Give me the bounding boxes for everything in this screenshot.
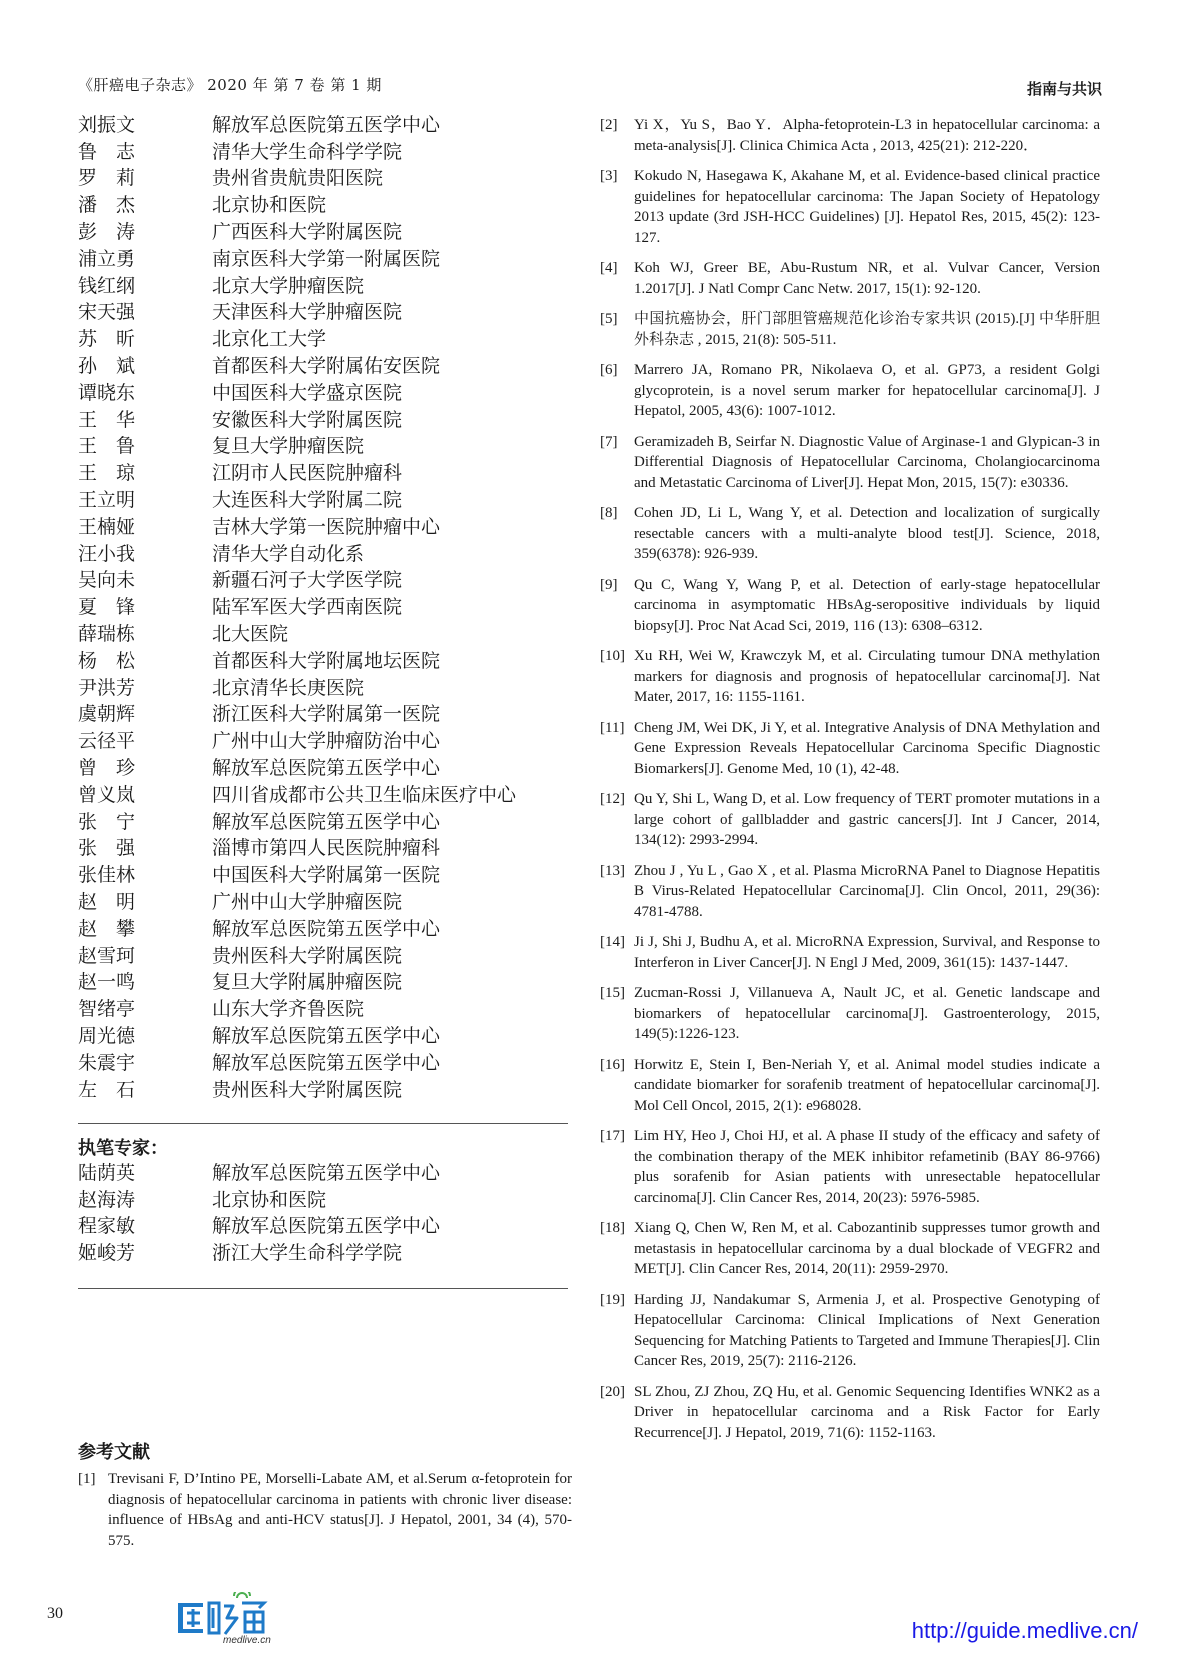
- author-institution: 解放军总医院第五医学中心: [212, 1215, 441, 1238]
- expert-institution: 解放军总医院第五医学中心: [212, 113, 441, 136]
- reference-number: [7]: [600, 433, 618, 450]
- expert-institution: 江阴市人民医院肿瘤科: [212, 462, 403, 485]
- expert-institution: 浙江医科大学附属第一医院: [212, 703, 441, 726]
- expert-row: [78, 648, 568, 675]
- reference-item: [600, 1218, 1100, 1280]
- expert-row: [78, 782, 568, 809]
- reference-text: Xiang Q, Chen W, Ren M, et al. Cabozantinib suppresses tumor growth and metastasis in hepatocellular carcinoma by a dual blockade of VEGFR2 and MET[J]. Clin Cancer Res, 2014, 20(11): 2959-2970.: [634, 1220, 1100, 1277]
- expert-row: [78, 594, 568, 621]
- expert-row: [78, 514, 568, 541]
- expert-row: [78, 460, 568, 487]
- expert-name: 王立明: [78, 489, 136, 512]
- expert-name: 彭 涛: [78, 221, 136, 244]
- expert-name: 孙 斌: [78, 355, 136, 378]
- expert-row: [78, 541, 568, 568]
- expert-row: [78, 755, 568, 782]
- expert-institution: 天津医科大学肿瘤医院: [212, 301, 403, 324]
- author-institution: 浙江大学生命科学学院: [212, 1242, 403, 1265]
- reference-item: [600, 861, 1100, 923]
- expert-row: [78, 139, 568, 166]
- reference-number: [5]: [600, 311, 618, 327]
- expert-name: 汪小我: [78, 542, 136, 565]
- reference-number: [17]: [600, 1128, 625, 1144]
- expert-name: 尹洪芳: [78, 676, 136, 699]
- expert-name: 浦立勇: [78, 247, 136, 270]
- expert-name: 薛瑞栋: [78, 623, 136, 646]
- expert-row: [78, 1077, 568, 1104]
- reference-text: Cheng JM, Wei DK, Ji Y, et al. Integrative Analysis of DNA Methylation and Gene Expression Reveals Hepatocellular Carcinoma Specific Diagnostic Biomarkers[J]. Genome Med, 10 (1), 42-48.: [634, 719, 1100, 777]
- author-institution: 北京协和医院: [212, 1188, 327, 1211]
- reference-text: Geramizadeh B, Seirfar N. Diagnostic Value of Arginase-1 and Glypican-3 in Differential Diagnosis of Hepatocellular Carcinoma, Cholangiocarcinoma and Metastatic Carcinoma of Liver[J]. Hepat Mon, 2015, 15(7): e30336.: [634, 433, 1100, 491]
- reference-number: [15]: [600, 985, 625, 1001]
- expert-row: [78, 487, 568, 514]
- reference-text: Zhou J , Yu L , Gao X , et al. Plasma MicroRNA Panel to Diagnose Hepatitis B Virus-Related Hepatocellular Carcinoma[J]. Clin Oncol, 2011, 29(36): 4781-4788.: [634, 862, 1100, 920]
- expert-row: [78, 1050, 568, 1077]
- expert-institution: 广州中山大学肿瘤医院: [212, 891, 403, 913]
- expert-institution: 山东大学齐鲁医院: [212, 998, 365, 1021]
- author-row: [78, 1160, 568, 1187]
- expert-institution: 新疆石河子大学医学院: [212, 569, 403, 592]
- expert-name: 曾 珍: [78, 757, 136, 780]
- expert-row: [78, 996, 568, 1023]
- footer-url-link[interactable]: http://guide.medlive.cn/: [911, 1618, 1138, 1643]
- reference-number: [14]: [600, 934, 625, 950]
- reference-item: [600, 360, 1100, 422]
- author-row: [78, 1240, 568, 1267]
- reference-number: [6]: [600, 362, 618, 378]
- expert-name: 宋天强: [78, 301, 136, 324]
- expert-institution: 贵州医科大学附属医院: [212, 1078, 403, 1101]
- expert-row: [78, 568, 568, 595]
- reference-text: Marrero JA, Romano PR, Nikolaeva O, et al. GP73, a resident Golgi glycoprotein, is a novel serum marker for hepatocellular carcinoma[J]. J Hepatol, 2005, 43(6): 1007-1012.: [634, 362, 1100, 419]
- reference-number: [19]: [600, 1291, 625, 1308]
- expert-institution: 四川省成都市公共卫生临床医疗中心: [212, 783, 517, 806]
- expert-institution: 北大医院: [212, 623, 289, 646]
- reference-item: [600, 646, 1100, 708]
- expert-institution: 北京协和医院: [212, 194, 327, 217]
- reference-item: [600, 258, 1100, 299]
- expert-row: [78, 273, 568, 300]
- expert-row: [78, 889, 568, 916]
- reference-text: Zucman-Rossi J, Villanueva A, Nault JC, et al. Genetic landscape and biomarkers of hepatocellular carcinoma[J]. Gastroenterology, 2015, 149(5):1226-123.: [634, 985, 1100, 1042]
- expert-institution: 中国医科大学盛京医院: [212, 381, 403, 404]
- reference-text: Xu RH, Wei W, Krawczyk M, et al. Circulating tumour DNA methylation markers for diagnosis and prognosis of hepatocellular carcinoma[J]. Nat Mater, 2017, 16: 1155-1161.: [634, 648, 1100, 705]
- reference-item: [78, 1469, 572, 1551]
- reference-number: [16]: [600, 1056, 625, 1073]
- reference-item: [600, 789, 1100, 851]
- divider: [78, 1288, 568, 1289]
- reference-number: [9]: [600, 576, 618, 593]
- reference-item: [600, 166, 1100, 248]
- expert-row: [78, 1023, 568, 1050]
- reference-text: SL Zhou, ZJ Zhou, ZQ Hu, et al. Genomic Sequencing Identifies WNK2 as a Driver in hepatocellular carcinoma and a Risk Factor for Early Recurrence[J]. J Hepatol, 2019, 71(6): 1152-1163.: [634, 1383, 1100, 1441]
- expert-institution: 首都医科大学附属佑安医院: [212, 355, 441, 378]
- expert-institution: 北京清华长庚医院: [212, 676, 365, 699]
- expert-name: 王楠娅: [78, 515, 136, 538]
- reference-text: Trevisani F, D’Intino PE, Morselli-Labate AM, et al.Serum α-fetoprotein for diagnosis of hepatocellular carcinoma in patients with chronic liver disease: influence of HBsAg and anti-HCV status[J]. J Hepatol, 2001, 34 (4), 570-575.: [108, 1471, 572, 1549]
- expert-row: [78, 702, 568, 729]
- expert-row: [78, 326, 568, 353]
- expert-name: 赵 明: [78, 891, 136, 913]
- reference-text: Ji J, Shi J, Budhu A, et al. MicroRNA Expression, Survival, and Response to Interferon in Liver Cancer[J]. N Engl J Med, 2009, 361(15): 1437-1447.: [634, 934, 1100, 971]
- expert-institution: 解放军总医院第五医学中心: [212, 1051, 441, 1074]
- reference-item: [600, 1290, 1100, 1372]
- expert-institution: 广西医科大学附属医院: [212, 221, 403, 244]
- medlive-logo[interactable]: [175, 1592, 290, 1644]
- expert-name: 张佳林: [78, 864, 136, 887]
- expert-institution: 解放军总医院第五医学中心: [212, 810, 441, 833]
- reference-number: [3]: [600, 168, 618, 184]
- expert-institution: 解放军总医院第五医学中心: [212, 757, 441, 780]
- reference-text: 中国抗癌协会，肝门部胆管癌规范化诊治专家共识 (2015).[J] 中华肝胆外科杂志 , 2015, 21(8): 505-511.: [634, 311, 1100, 348]
- expert-name: 赵 攀: [78, 917, 136, 940]
- author-name: 程家敏: [78, 1215, 136, 1238]
- reference-number: [18]: [600, 1220, 625, 1236]
- expert-name: 左 石: [78, 1078, 136, 1101]
- expert-name: 刘振文: [78, 113, 136, 136]
- expert-name: 苏 昕: [78, 328, 136, 351]
- expert-institution: 广州中山大学肿瘤防治中心: [212, 730, 441, 753]
- expert-institution: 南京医科大学第一附属医院: [212, 247, 441, 270]
- reference-text: Qu Y, Shi L, Wang D, et al. Low frequency of TERT promoter mutations in a large cohort of gallbladder and gastric cancers[J]. Int J Cancer, 2014, 134(12): 2993-2994.: [634, 791, 1100, 848]
- reference-text: Koh WJ, Greer BE, Abu-Rustum NR, et al. Vulvar Cancer, Version 1.2017[J]. J Natl Compr Canc Netw. 2017, 15(1): 92-120.: [634, 260, 1100, 297]
- expert-name: 谭晓东: [78, 381, 136, 404]
- reference-item: [600, 718, 1100, 780]
- reference-number: [10]: [600, 648, 625, 664]
- expert-name: 潘 杰: [78, 194, 136, 217]
- expert-name: 王 鲁: [78, 435, 136, 458]
- expert-institution: 解放军总医院第五医学中心: [212, 1024, 441, 1047]
- expert-institution: 陆军军医大学西南医院: [212, 596, 403, 619]
- expert-row: [78, 621, 568, 648]
- expert-name: 虞朝辉: [78, 703, 136, 726]
- expert-institution: 吉林大学第一医院肿瘤中心: [212, 515, 441, 538]
- expert-name: 朱震宇: [78, 1051, 136, 1074]
- expert-institution: 贵州医科大学附属医院: [212, 944, 403, 967]
- expert-name: 鲁 志: [78, 140, 136, 163]
- author-name: 姬峻芳: [78, 1242, 136, 1265]
- reference-text: Cohen JD, Li L, Wang Y, et al. Detection and localization of surgically resectable cancers with a multi-analyte blood test[J]. Science, 2018, 359(6378): 926-939.: [634, 505, 1100, 562]
- author-institution: 解放军总医院第五医学中心: [212, 1161, 441, 1184]
- reference-item: [600, 575, 1100, 637]
- reference-item: [600, 115, 1100, 156]
- expert-institution: 解放军总医院第五医学中心: [212, 917, 441, 940]
- expert-institution: 淄博市第四人民医院肿瘤科: [212, 837, 441, 860]
- expert-name: 周光德: [78, 1024, 136, 1047]
- expert-row: [78, 246, 568, 273]
- reference-list-left: [78, 1469, 572, 1551]
- authors-heading: 执笔专家：: [78, 1138, 168, 1159]
- expert-institution: 清华大学自动化系: [212, 542, 365, 565]
- reference-item: [600, 503, 1100, 565]
- expert-row: [78, 219, 568, 246]
- reference-item: [600, 1126, 1100, 1208]
- reference-item: [600, 309, 1100, 350]
- reference-text: Qu C, Wang Y, Wang P, et al. Detection of early-stage hepatocellular carcinoma in asymptomatic HBsAg-seropositive individuals by liquid biopsy[J]. Proc Nat Acad Sci, 2019, 116 (13): 6308–6312.: [634, 576, 1100, 634]
- reference-number: [2]: [600, 117, 618, 133]
- reference-text: Yi X，Yu S，Bao Y．Alpha-fetoprotein-L3 in hepatocellular carcinoma: a meta-analysis[J]. Clinica Chimica Acta , 2013, 425(21): 212-220．: [634, 117, 1100, 154]
- expert-row: [78, 300, 568, 327]
- reference-number: [1]: [78, 1471, 96, 1487]
- expert-row: [78, 943, 568, 970]
- author-name: 赵海涛: [78, 1188, 136, 1211]
- expert-institution: 复旦大学附属肿瘤医院: [212, 971, 403, 994]
- expert-name: 吴向未: [78, 569, 136, 592]
- reference-item: [600, 1055, 1100, 1117]
- expert-row: [78, 380, 568, 407]
- expert-row: [78, 407, 568, 434]
- reference-number: [20]: [600, 1383, 625, 1400]
- expert-name: 曾义岚: [78, 783, 136, 806]
- reference-number: [12]: [600, 791, 625, 807]
- expert-row: [78, 836, 568, 863]
- expert-name: 杨 松: [78, 649, 136, 672]
- author-name: 陆荫英: [78, 1161, 136, 1184]
- expert-name: 张 强: [78, 837, 136, 860]
- expert-name: 张 宁: [78, 810, 136, 833]
- expert-row: [78, 916, 568, 943]
- references-heading: 参考文献: [78, 1442, 150, 1463]
- expert-institution: 复旦大学肿瘤医院: [212, 435, 365, 458]
- expert-name: 夏 锋: [78, 596, 136, 619]
- page-number: 30: [47, 1605, 63, 1622]
- expert-name: 钱红纲: [78, 274, 136, 297]
- expert-institution: 清华大学生命科学学院: [212, 140, 403, 163]
- reference-item: [600, 432, 1100, 494]
- expert-institution: 首都医科大学附属地坛医院: [212, 649, 441, 672]
- section-label: 指南与共识: [1026, 80, 1102, 98]
- expert-institution: 北京大学肿瘤医院: [212, 274, 365, 297]
- reference-number: [4]: [600, 260, 618, 276]
- expert-institution: 北京化工大学: [212, 328, 327, 351]
- expert-name: 王 华: [78, 408, 136, 431]
- expert-row: [78, 192, 568, 219]
- journal-header: 《肝癌电子杂志》 2020 年 第 7 卷 第 1 期: [78, 76, 382, 94]
- expert-name: 智绪亭: [78, 998, 136, 1021]
- reference-text: Horwitz E, Stein I, Ben-Neriah Y, et al. Animal model studies indicate a candidate biomarker for sorafenib treatment of hepatocellular carcinoma[J]. Mol Cell Oncol, 2015, 2(1): e968028.: [634, 1056, 1100, 1114]
- reference-number: [8]: [600, 505, 618, 521]
- expert-row: [78, 970, 568, 997]
- logo-domain: medlive.cn: [223, 1635, 271, 1644]
- expert-name: 王 琼: [78, 462, 136, 485]
- expert-institution: 安徽医科大学附属医院: [212, 408, 403, 431]
- expert-row: [78, 434, 568, 461]
- reference-number: [11]: [600, 719, 625, 736]
- reference-item: [600, 983, 1100, 1045]
- expert-row: [78, 809, 568, 836]
- expert-institution: 中国医科大学附属第一医院: [212, 864, 441, 887]
- divider: [78, 1123, 568, 1124]
- reference-text: Lim HY, Heo J, Choi HJ, et al. A phase II study of the efficacy and safety of the combination therapy of the MEK inhibitor refametinib (BAY 86-9766) plus sorafenib for Asian patients with unresectable hepatocellular carcinoma[J]. Clin Cancer Res, 2014, 20(23): 5976-5985.: [634, 1128, 1100, 1206]
- expert-name: 赵雪珂: [78, 944, 136, 967]
- expert-row: [78, 353, 568, 380]
- expert-list: [78, 112, 568, 1103]
- expert-name: 罗 莉: [78, 167, 136, 190]
- expert-institution: 大连医科大学附属二院: [212, 489, 403, 512]
- expert-row: [78, 112, 568, 139]
- reference-text: Kokudo N, Hasegawa K, Akahane M, et al. Evidence-based clinical practice guidelines for hepatocellular carcinoma: The Japan Society of Hepatology 2013 update (3rd JSH-HCC Guidelines) [J]. Hepatol Res, 2015, 45(2): 123-127.: [634, 168, 1100, 246]
- expert-name: 赵一鸣: [78, 971, 136, 994]
- reference-list-right: [600, 115, 1100, 1453]
- expert-row: [78, 728, 568, 755]
- expert-row: [78, 675, 568, 702]
- expert-institution: 贵州省贵航贵阳医院: [212, 167, 384, 190]
- expert-row: [78, 862, 568, 889]
- expert-row: [78, 166, 568, 193]
- author-row: [78, 1187, 568, 1214]
- reference-text: Harding JJ, Nandakumar S, Armenia J, et al. Prospective Genotyping of Hepatocellular Carcinoma: Clinical Implications of Next Generation Sequencing for Matching Patients to Targeted and Immune Therapies[J]. Clin Cancer Res, 2019, 25(7): 2116-2126.: [634, 1291, 1100, 1369]
- expert-name: 云径平: [78, 730, 136, 753]
- reference-number: [13]: [600, 862, 625, 879]
- reference-item: [600, 932, 1100, 973]
- author-row: [78, 1214, 568, 1241]
- author-list: [78, 1160, 568, 1267]
- reference-item: [600, 1382, 1100, 1444]
